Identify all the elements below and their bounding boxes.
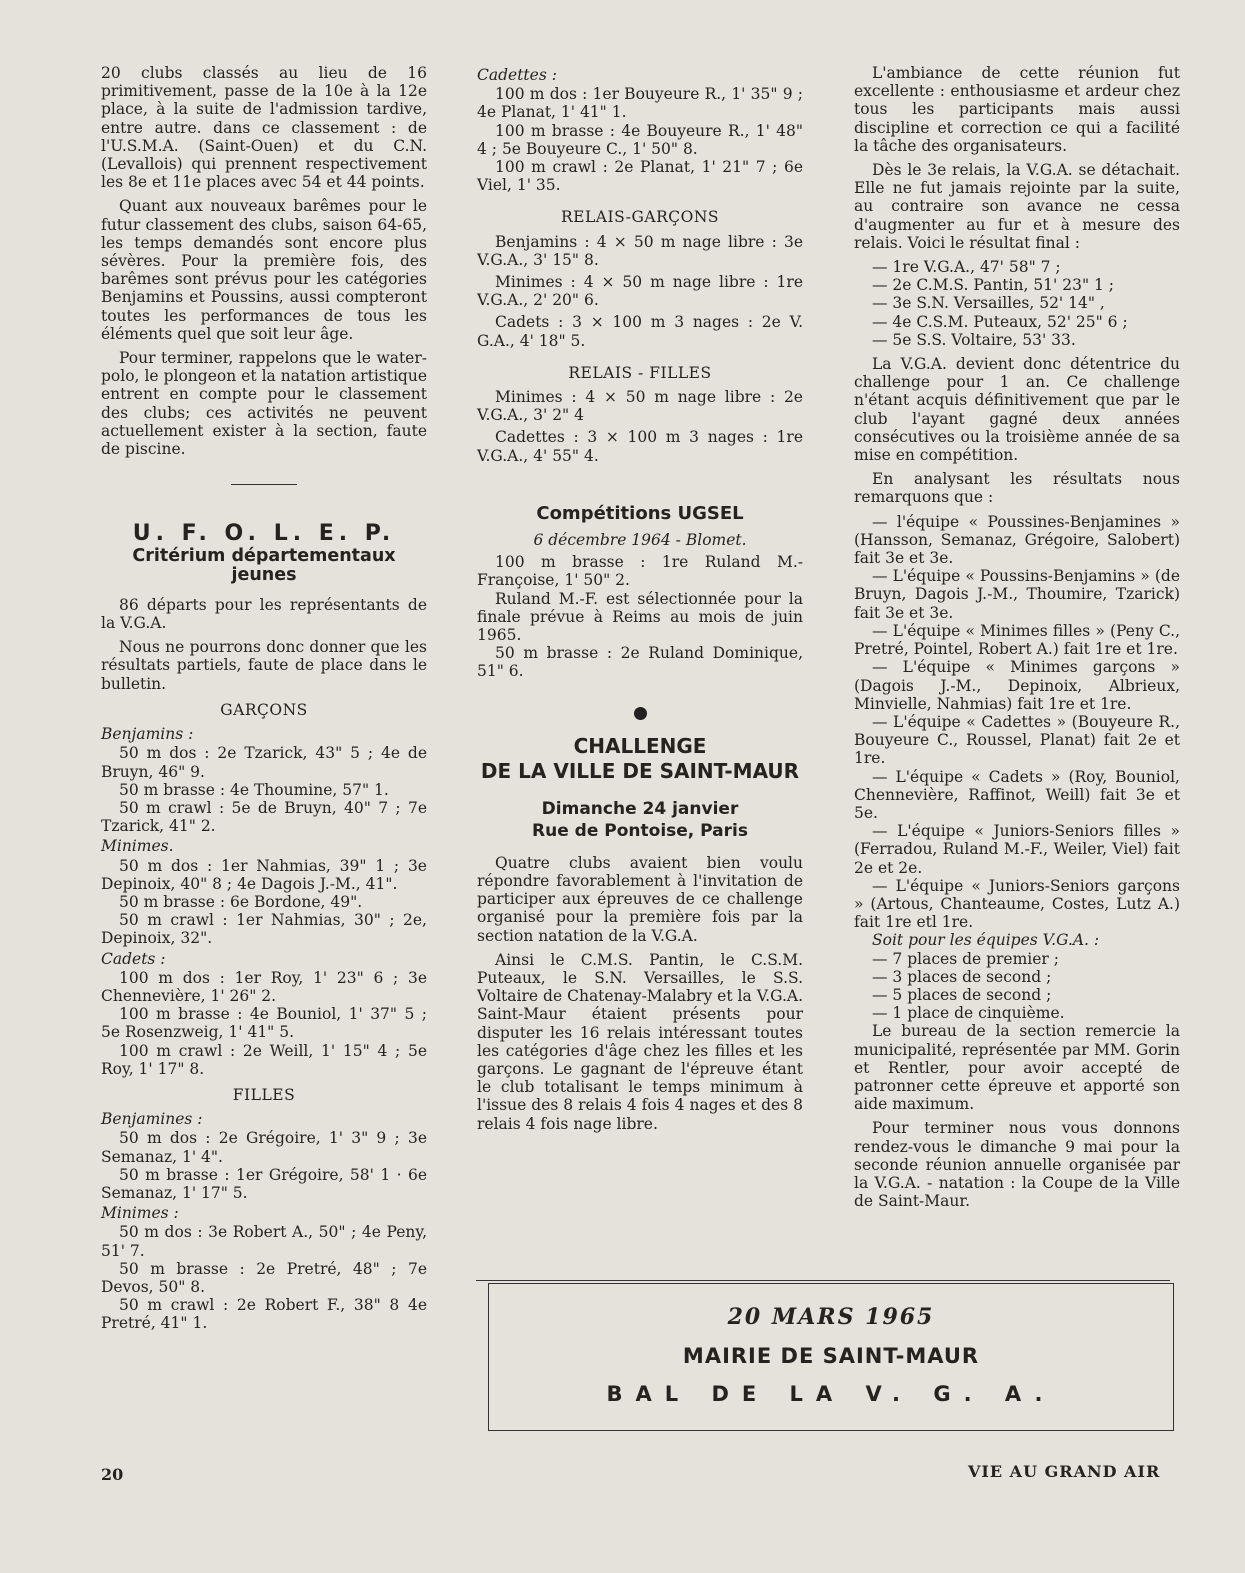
column-middle <box>477 64 803 1139</box>
places-list <box>872 950 1180 1023</box>
result-line: Ruland M.-F. est sélectionnée pour la finale prévue à Reims au mois de juin 1965. <box>477 589 803 645</box>
result-line: 50 m brasse : 1er Grégoire, 58' 1 · 6e Semanaz, 1' 17" 5. <box>101 1165 427 1202</box>
team-result: — L'équipe « Juniors-Seniors filles » (Ferradou, Ruland M.-F., Weiler, Viel) fait 2e et 2e. <box>854 822 1180 877</box>
ranking-line: — 1re V.G.A., 47' 58" 7 ; <box>872 258 1061 277</box>
places-line: — 7 places de premier ; <box>872 949 1059 968</box>
announcement-date: 20 MARS 1965 <box>727 1304 935 1330</box>
places-line: — 5 places de second ; <box>872 985 1052 1004</box>
ranking-line: — 5e S.S. Voltaire, 53' 33. <box>872 330 1076 349</box>
paragraph: 20 clubs classés au lieu de 16 primitivement, passe de la 10e à la 12e place, à la suite de l'admission tardive, entre autre. dans ce classement : de l'U.S.M.A. (Saint-Ouen) et du C.N. (Levallois) qui prennent respectivement les 8e et 11e places avec 54 et 44 points. <box>101 64 427 192</box>
result-line: 50 m brasse : 6e Bordone, 49". <box>119 892 363 911</box>
divider <box>231 484 297 485</box>
magazine-title: VIE AU GRAND AIR <box>968 1462 1161 1481</box>
result-line: 50 m crawl : 2e Robert F., 38" 8 4e Pretré, 41" 1. <box>101 1296 427 1333</box>
team-result: — L'équipe « Juniors-Seniors garçons » (Artous, Chanteaume, Costes, Lutz A.) fait 1re etl 1re. <box>854 876 1180 932</box>
result-line: 50 m brasse : 2e Pretré, 48" ; 7e Devos, 50" 8. <box>101 1259 427 1296</box>
challenge-title <box>477 734 803 784</box>
ufolep-title: U. F. O. L. E. P. <box>132 521 396 547</box>
result-line: 50 m dos : 2e Grégoire, 1' 3" 9 ; 3e Semanaz, 1' 4". <box>101 1129 427 1166</box>
paragraph: Dès le 3e relais, la V.G.A. se détachait. Elle ne fut jamais rejointe par la suite, au contraire son avance ne cessa d'augmenter au fur et à mesure des relais. Voici le résultat final : <box>854 161 1180 252</box>
summary-label: Soit pour les équipes V.G.A. : <box>872 931 1100 950</box>
category-label: Benjamins : <box>101 725 194 744</box>
paragraph: 86 départs pour les représentants de la V.G.A. <box>101 595 427 633</box>
section-heading-garcons: GARÇONS <box>220 700 308 719</box>
box-top-rule <box>476 1280 1170 1281</box>
paragraph: Ainsi le C.M.S. Pantin, le C.S.M. Puteaux, le S.N. Versailles, le S.S. Voltaire de Chatenay-Malabry et la V.G.A. Saint-Maur étaient présents pour disputer les 16 relais intéressant toutes les catégories d'âge chez les filles et les garçons. Le gagnant de l'épreuve étant le club totalisant le temps minimum à l'issue des 8 relais 4 fois 4 nages et des 8 relais 4 fois nage libre. <box>477 950 803 1133</box>
result-line: 100 m brasse : 4e Bouniol, 1' 37" 5 ; 5e Rosenzweig, 1' 41" 5. <box>101 1005 427 1042</box>
section-heading-relais-garcons: RELAIS-GARÇONS <box>560 208 719 227</box>
result-line: 50 m brasse : 2e Ruland Dominique, 51" 6. <box>477 644 803 681</box>
ufolep-subtitle: Critérium départementaux jeunes <box>132 546 396 585</box>
announcement-box <box>488 1283 1174 1431</box>
result-line: 100 m dos : 1er Roy, 1' 23" 6 ; 3e Chennevière, 1' 26" 2. <box>101 968 427 1005</box>
ugsel-title: Compétitions UGSEL <box>536 502 744 524</box>
paragraph: L'ambiance de cette réunion fut excellente : enthousiasme et ardeur chez tous les participants mais aussi discipline et correction ce qui a facilité la tâche des organisateurs. <box>854 64 1180 155</box>
team-result: — l'équipe « Poussines-Benjamines » (Hansson, Semanaz, Grégoire, Salobert) fait 3e et 3e. <box>854 512 1180 568</box>
category-label: Minimes : <box>101 1204 179 1223</box>
ranking-line: — 3e S.N. Versailles, 52' 14" , <box>872 294 1105 313</box>
result-line: 50 m dos : 1er Nahmias, 39" 1 ; 3e Depinoix, 40" 8 ; 4e Dagois J.-M., 41". <box>101 856 427 893</box>
team-result: — L'équipe « Minimes garçons » (Dagois J.-M., Depinoix, Albrieux, Minvielle, Nahmias) fait 1re et 1re. <box>854 658 1180 713</box>
places-line: — 1 place de cinquième. <box>872 1004 1065 1023</box>
announcement-venue: MAIRIE DE SAINT-MAUR <box>682 1344 980 1368</box>
places-line: — 3 places de second ; <box>872 967 1052 986</box>
ranking-line: — 4e C.S.M. Puteaux, 52' 25" 6 ; <box>872 312 1128 331</box>
team-result: — L'équipe « Poussins-Benjamins » (de Bruyn, Dagois J.-M., Thoumire, Tzarick) fait 3e et 3e. <box>854 567 1180 622</box>
result-line: 100 m crawl : 2e Planat, 1' 21" 7 ; 6e Viel, 1' 35. <box>477 158 803 195</box>
ranking-line: — 2e C.M.S. Pantin, 51' 23" 1 ; <box>872 276 1115 295</box>
paragraph: Pour terminer nous vous donnons rendez-vous le dimanche 9 mai pour la seconde réunion annuelle organisée par la V.G.A. - natation : la Coupe de la Ville de Saint-Maur. <box>854 1119 1180 1211</box>
section-heading-relais-filles: RELAIS - FILLES <box>568 363 712 382</box>
column-right <box>854 64 1180 1216</box>
announcement-event: BAL DE LA V. G. A. <box>606 1382 1056 1406</box>
category-label: Cadettes : <box>477 66 557 84</box>
paragraph: En analysant les résultats nous remarquons que : <box>854 470 1180 507</box>
page-number: 20 <box>101 1465 124 1484</box>
challenge-date <box>477 798 803 842</box>
result-line: 50 m dos : 2e Tzarick, 43" 5 ; 4e de Bruyn, 46" 9. <box>101 744 427 781</box>
result-line: 50 m crawl : 5e de Bruyn, 40" 7 ; 7e Tzarick, 41" 2. <box>101 798 427 836</box>
result-line: 50 m dos : 3e Robert A., 50" ; 4e Peny, 51' 7. <box>101 1223 427 1260</box>
result-line: Cadets : 3 × 100 m 3 nages : 2e V. G.A., 4' 18" 5. <box>477 313 803 350</box>
result-line: 100 m brasse : 4e Bouyeure R., 1' 48" 4 ; 5e Bouyeure C., 1' 50" 8. <box>477 121 803 158</box>
result-line: Minimes : 4 × 50 m nage libre : 1re V.G.A., 2' 20" 6. <box>477 273 803 310</box>
bullet-separator <box>634 707 647 720</box>
paragraph: Quatre clubs avaient bien voulu répondre favorablement à l'invitation de participer aux épreuves de ce challenge organisé pour la première fois par la section natation de la V.G.A. <box>477 853 803 945</box>
column-left <box>101 64 427 1333</box>
challenge-date-line: Dimanche 24 janvier <box>541 798 739 819</box>
team-result: — L'équipe « Minimes filles » (Peny C., Pretré, Pointel, Robert A.) fait 1re et 1re. <box>854 621 1180 659</box>
result-line: Minimes : 4 × 50 m nage libre : 2e V.G.A., 3' 2" 4 <box>477 388 803 425</box>
challenge-title-line: DE LA VILLE DE SAINT-MAUR <box>480 758 800 783</box>
paragraph: Nous ne pourrons donc donner que les résultats partiels, faute de place dans le bulletin. <box>101 638 427 693</box>
result-line: 50 m crawl : 1er Nahmias, 30" ; 2e, Depinoix, 32". <box>101 911 427 948</box>
challenge-date-line: Rue de Pontoise, Paris <box>532 820 748 841</box>
paragraph: La V.G.A. devient donc détentrice du challenge pour 1 an. Ce challenge n'étant acquis définitivement que par le club l'ayant gagné deux années consécutives ou la troisième année de sa mise en compétition. <box>854 355 1180 465</box>
team-result: — L'équipe « Cadets » (Roy, Bouniol, Chennevière, Raffinot, Weill) fait 3e et 5e. <box>854 767 1180 822</box>
result-line: 100 m crawl : 2e Weill, 1' 15" 4 ; 5e Roy, 1' 17" 8. <box>101 1041 427 1078</box>
final-ranking <box>872 258 1180 349</box>
result-line: 50 m brasse : 4e Thoumine, 57" 1. <box>119 780 389 799</box>
team-result: — L'équipe « Cadettes » (Bouyeure R., Bouyeure C., Roussel, Planat) fait 2e et 1re. <box>854 712 1180 768</box>
paragraph: Pour terminer, rappelons que le water-polo, le plongeon et la natation artistique entrent en compte pour le classement des clubs; ces activités ne peuvent actuellement exister à la section, faute de piscine. <box>101 349 427 459</box>
paragraph: Quant aux nouveaux barêmes pour le futur classement des clubs, saison 64-65, les temps demandés sont encore plus sévères. Pour la première fois, des barêmes sont prévus pour les catégories Benjamins et Poussins, aussi compteront toutes les performances de tous les éléments quel que soit leur âge. <box>101 197 427 343</box>
section-heading-filles: FILLES <box>232 1085 296 1104</box>
paragraph: Le bureau de la section remercie la municipalité, représentée par MM. Gorin et Rentler, pour avoir accepté de patronner cette épreuve et apporté son aide maximum. <box>854 1022 1180 1114</box>
category-label: Cadets : <box>101 949 166 968</box>
result-line: 100 m dos : 1er Bouyeure R., 1' 35" 9 ; 4e Planat, 1' 41" 1. <box>477 85 803 122</box>
result-line: Benjamins : 4 × 50 m nage libre : 3e V.G.A., 3' 15" 8. <box>477 232 803 269</box>
category-label: Benjamines : <box>101 1110 203 1129</box>
result-line: Cadettes : 3 × 100 m 3 nages : 1re V.G.A., 4' 55" 4. <box>477 428 803 465</box>
ugsel-date: 6 décembre 1964 - Blomet. <box>533 531 747 550</box>
category-label: Minimes. <box>101 837 174 856</box>
result-line: 100 m brasse : 1re Ruland M.-Françoise, 1' 50" 2. <box>477 553 803 590</box>
challenge-title-line: CHALLENGE <box>573 733 707 758</box>
